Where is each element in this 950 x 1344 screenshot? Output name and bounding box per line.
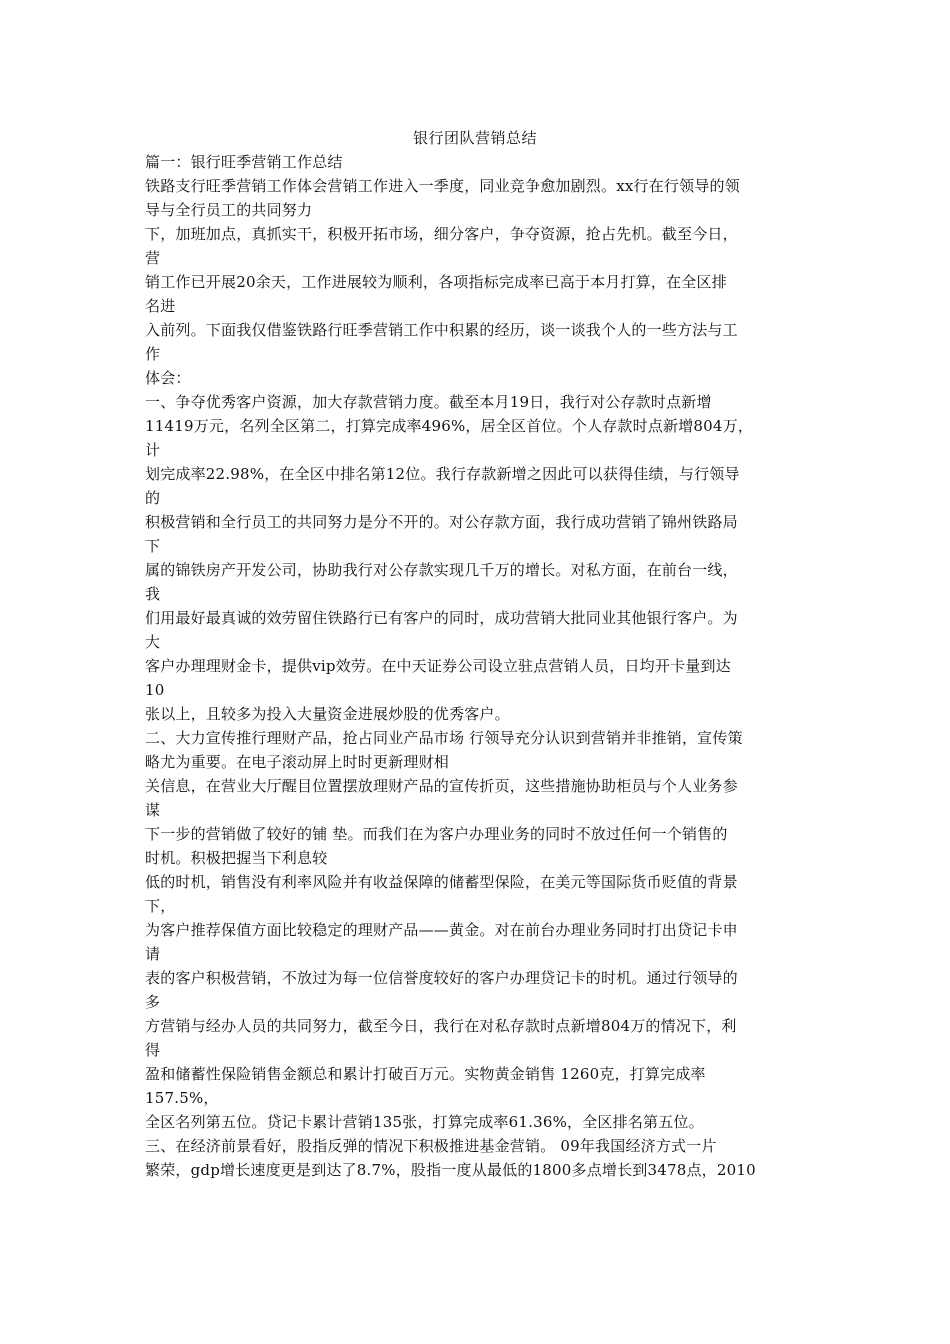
paragraph-line: 多 bbox=[145, 993, 161, 1011]
paragraph-line: 三、在经济前景看好，股指反弹的情况下积极推进基金营销。 09年我国经济方式一片 bbox=[145, 1137, 717, 1155]
paragraph-line: 关信息，在营业大厅醒目位置摆放理财产品的宣传折页，这些措施协助柜员与个人业务参 bbox=[145, 777, 738, 795]
document-title: 银行团队营销总结 bbox=[412, 129, 537, 147]
paragraph-line: 作 bbox=[145, 345, 161, 363]
paragraph-line: 表的客户积极营销，不放过为每一位信誉度较好的客户办理贷记卡的时机。通过行领导的 bbox=[145, 969, 738, 987]
paragraph-line: 谋 bbox=[145, 801, 161, 819]
paragraph-line: 客户办理理财金卡，提供vip效劳。在中天证券公司设立驻点营销人员，日均开卡量到达 bbox=[145, 657, 731, 675]
document-body bbox=[145, 150, 809, 1182]
paragraph-line: 属的锦铁房产开发公司，协助我行对公存款实现几千万的增长。对私方面，在前台一线， bbox=[145, 561, 738, 579]
paragraph-line: 计 bbox=[145, 441, 161, 459]
paragraph-line: 盈和储蓄性保险销售金额总和累计打破百万元。实物黄金销售 1260克，打算完成率 bbox=[145, 1065, 706, 1083]
paragraph-line: 全区名列第五位。贷记卡累计营销135张，打算完成率61.36%，全区排名第五位。 bbox=[145, 1113, 704, 1131]
paragraph-line: 营 bbox=[145, 249, 161, 267]
paragraph-line: 们用最好最真诚的效劳留住铁路行已有客户的同时，成功营销大批同业其他银行客户。为 bbox=[145, 609, 738, 627]
paragraph-line: 积极营销和全行员工的共同努力是分不开的。对公存款方面，我行成功营销了锦州铁路局 bbox=[145, 513, 738, 531]
paragraph-line: 销工作已开展20余天，工作进展较为顺利，各项指标完成率已高于本月打算，在全区排 bbox=[145, 273, 727, 291]
paragraph-line: 下一步的营销做了较好的铺 垫。而我们在为客户办理业务的同时不放过任何一个销售的 bbox=[145, 825, 728, 843]
paragraph-line: 得 bbox=[145, 1041, 161, 1059]
paragraph-line: 为客户推荐保值方面比较稳定的理财产品——黄金。对在前台办理业务同时打出贷记卡申 bbox=[145, 921, 738, 939]
paragraph-line: 下， bbox=[145, 897, 176, 915]
paragraph-line: 下 bbox=[145, 537, 161, 555]
paragraph-line: 划完成率22.98%，在全区中排名第12位。我行存款新增之因此可以获得佳绩，与行领导 bbox=[145, 465, 740, 483]
paragraph-line: 入前列。下面我仅借鉴铁路行旺季营销工作中积累的经历，谈一谈我个人的一些方法与工 bbox=[145, 321, 738, 339]
paragraph-line: 157.5%， bbox=[145, 1089, 219, 1107]
paragraph-line: 篇一：银行旺季营销工作总结 bbox=[145, 153, 343, 171]
paragraph-line: 我 bbox=[145, 585, 161, 603]
paragraph-line: 铁路支行旺季营销工作体会营销工作进入一季度，同业竞争愈加剧烈。xx行在行领导的领 bbox=[145, 177, 740, 195]
paragraph-line: 10 bbox=[145, 681, 165, 699]
paragraph-line: 大 bbox=[145, 633, 161, 651]
paragraph-line: 低的时机，销售没有利率风险并有收益保障的储蓄型保险，在美元等国际货币贬值的背景 bbox=[145, 873, 738, 891]
paragraph-line: 名进 bbox=[145, 297, 176, 315]
paragraph-line: 的 bbox=[145, 489, 161, 507]
paragraph-line: 下，加班加点，真抓实干，积极开拓市场，细分客户，争夺资源，抢占先机。截至今日， bbox=[145, 225, 738, 243]
paragraph-line: 方营销与经办人员的共同努力，截至今日，我行在对私存款时点新增804万的情况下，利 bbox=[145, 1017, 737, 1035]
paragraph-line: 导与全行员工的共同努力 bbox=[145, 201, 313, 219]
paragraph-line: 略尤为重要。在电子滚动屏上时时更新理财相 bbox=[145, 753, 450, 771]
paragraph-line: 一、争夺优秀客户资源，加大存款营销力度。截至本月19日，我行对公存款时点新增 bbox=[145, 393, 712, 411]
paragraph-line: 11419万元，名列全区第二，打算完成率496%，居全区首位。个人存款时点新增804万， bbox=[145, 417, 754, 435]
paragraph-line: 请 bbox=[145, 945, 161, 963]
paragraph-line: 繁荣，gdp增长速度更是到达了8.7%，股指一度从最低的1800多点增长到3478点，2010 bbox=[145, 1161, 756, 1179]
paragraph-line: 体会： bbox=[145, 369, 191, 387]
paragraph-line: 二、大力宣传推行理财产品，抢占同业产品市场 行领导充分认识到营销并非推销，宣传策 bbox=[145, 729, 743, 747]
paragraph-line: 张以上，且较多为投入大量资金进展炒股的优秀客户。 bbox=[145, 705, 510, 723]
paragraph-line: 时机。积极把握当下利息较 bbox=[145, 849, 328, 867]
